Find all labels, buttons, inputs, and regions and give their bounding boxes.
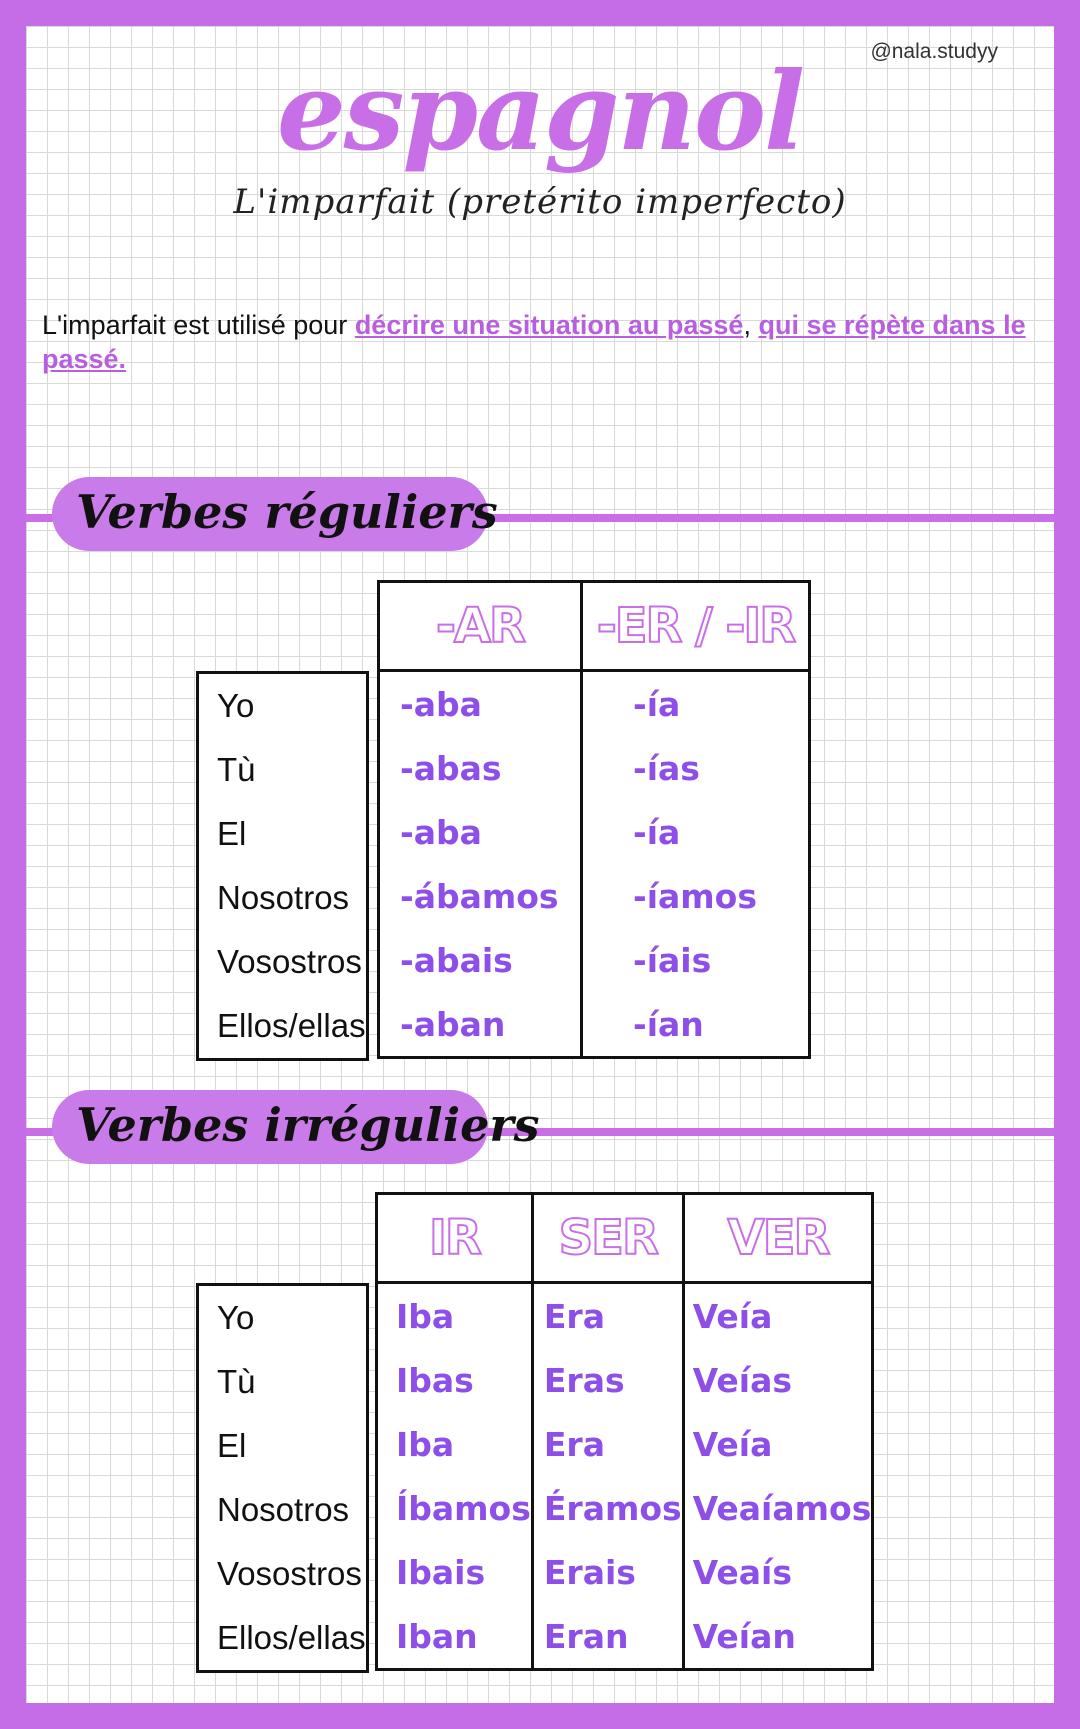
pronoun-cell: Tù [217,751,256,788]
irregular-ending-cell: Veían [683,1604,873,1670]
section-heading-irregular-label: Verbes irréguliers [76,1098,540,1152]
irregular-conjugation-table [375,1192,874,1671]
pronoun-cell: Yo [217,1299,255,1336]
section-heading-regular-label: Verbes réguliers [76,485,498,539]
pronoun-row [198,1542,368,1606]
column-header-ir: IR [377,1194,533,1283]
pronoun-table-regular [196,671,369,1061]
pronoun-row [198,802,368,866]
pronoun-row [198,1350,368,1414]
regular-ending-cell: -ía [582,671,810,737]
irregular-row [377,1283,873,1349]
irregular-ending-cell: Veía [683,1283,873,1349]
pronoun-cell: Ellos/ellas [217,1619,366,1656]
irregular-row [377,1604,873,1670]
section-heading-irregular [52,1090,540,1164]
irregular-row [377,1540,873,1604]
irregular-ending-cell: Ibais [377,1540,533,1604]
pronoun-row [198,1414,368,1478]
irregular-row [377,1412,873,1476]
intro-text: L'imparfait est utilisé pour [42,310,348,340]
pronoun-cell: El [217,815,247,852]
pronoun-table-irregular [196,1283,369,1673]
intro-highlight-2: qui se répète dans le passé. [42,310,1026,374]
page-subtitle: L'imparfait (pretérito imperfecto) [233,182,847,222]
pronoun-cell: Vosostros [217,943,362,980]
note-page [26,26,1054,1703]
pronoun-row [198,673,368,739]
pronoun-cell: Tù [217,1363,256,1400]
regular-ending-cell: -íais [582,928,810,992]
irregular-ending-cell: Veaís [683,1540,873,1604]
irregular-ending-cell: Iba [377,1283,533,1349]
pronoun-cell: Nosotros [217,879,350,916]
regular-ending-cell: -aba [379,671,582,737]
irregular-ending-cell: Veías [683,1348,873,1412]
regular-ending-cell: -ían [582,992,810,1058]
irregular-ending-cell: Veaíamos [683,1476,873,1540]
irregular-ending-cell: Iba [377,1412,533,1476]
irregular-ending-cell: Ibas [377,1348,533,1412]
pronoun-row [198,1285,368,1351]
section-heading-regular [52,477,498,551]
pronoun-row [198,738,368,802]
intro-separator: , [743,310,751,340]
pronoun-row [198,1478,368,1542]
regular-row [379,992,810,1058]
regular-row [379,671,810,737]
pronoun-row [198,1606,368,1672]
irregular-ending-cell: Era [532,1412,683,1476]
intro-paragraph [42,308,1038,376]
regular-row [379,928,810,992]
regular-row [379,864,810,928]
irregular-ending-cell: Eras [532,1348,683,1412]
intro-highlight-1: décrire une situation au passé [354,310,744,340]
regular-ending-cell: -íamos [582,864,810,928]
irregular-ending-cell: Íbamos [377,1476,533,1540]
pronoun-cell: Vosostros [217,1555,362,1592]
pronoun-cell: El [217,1427,247,1464]
regular-ending-cell: -abas [379,736,582,800]
irregular-ending-cell: Era [532,1283,683,1349]
column-header-ser: SER [532,1194,683,1283]
regular-ending-cell: -ábamos [379,864,582,928]
page-title: espagnol [276,49,804,175]
pronoun-cell: Nosotros [217,1491,350,1528]
regular-row [379,736,810,800]
regular-ending-cell: -aba [379,800,582,864]
irregular-ending-cell: Éramos [532,1476,683,1540]
regular-ending-cell: -abais [379,928,582,992]
pronoun-cell: Yo [217,687,255,724]
pronoun-row [198,994,368,1060]
pronoun-row [198,930,368,994]
column-header-er-ir: -ER / -IR [582,582,810,671]
irregular-ending-cell: Erais [532,1540,683,1604]
irregular-ending-cell: Veía [683,1412,873,1476]
regular-ending-cell: -aban [379,992,582,1058]
column-header-ver: VER [683,1194,873,1283]
pronoun-cell: Ellos/ellas [217,1007,366,1044]
regular-conjugation-table [377,580,811,1059]
regular-ending-cell: -ía [582,800,810,864]
irregular-row [377,1348,873,1412]
irregular-row [377,1476,873,1540]
regular-row [379,800,810,864]
author-handle: @nala.studyy [870,40,998,63]
irregular-ending-cell: Eran [532,1604,683,1670]
regular-ending-cell: -ías [582,736,810,800]
column-header-ar: -AR [379,582,582,671]
pronoun-row [198,866,368,930]
irregular-ending-cell: Iban [377,1604,533,1670]
